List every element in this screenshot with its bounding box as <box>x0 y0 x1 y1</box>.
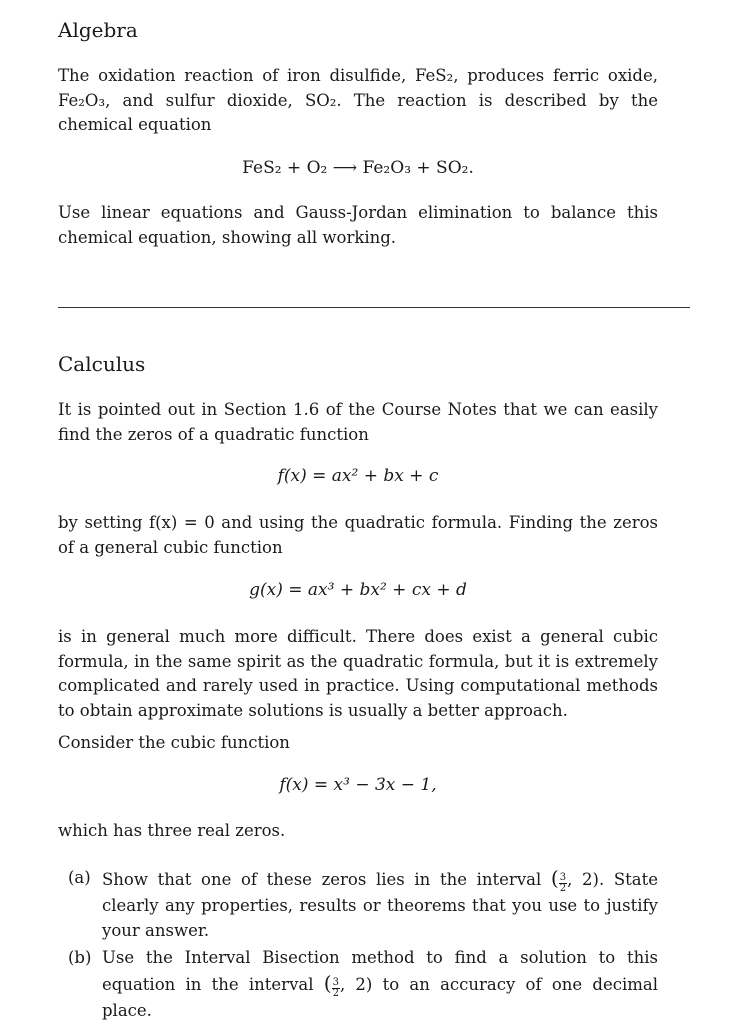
section-divider <box>58 307 690 308</box>
interval-open: ( <box>550 866 559 890</box>
interval-close: , 2) <box>339 974 373 994</box>
item-text-after: State clearly any properties, results or theorems that you use to justify your answer. <box>102 870 659 940</box>
algebra-intro-paragraph: The oxidation reaction of iron disulfide, FeS₂, produces ferric oxide, Fe₂O₃, and sulfur dioxide, SO₂. The reaction is described by the chemical equation <box>58 66 658 134</box>
algebra-task-paragraph: Use linear equations and Gauss-Jordan elimination to balance this chemical equation, showing all working. <box>58 203 658 247</box>
calculus-heading: Calculus <box>58 352 146 376</box>
item-text-before: Use the Interval Bisection method to find a solution to this equation in the interval <box>102 948 658 994</box>
fraction-numerator: 3 <box>332 976 339 988</box>
interval-fraction <box>332 978 340 999</box>
cubic-equation <box>58 580 658 600</box>
fraction-numerator: 3 <box>559 872 567 883</box>
consider-line: Consider the cubic function <box>58 733 290 752</box>
fraction-denominator: 2 <box>332 987 339 999</box>
question-item-b <box>68 946 658 1023</box>
item-label: (b) <box>68 948 92 967</box>
calculus-paragraph-2: by setting f(x) = 0 and using the quadratic formula. Finding the zeros of a general cubic function <box>58 513 658 557</box>
quadratic-equation <box>58 466 658 486</box>
cubic-equation-text: g(x) = ax³ + bx² + cx + d <box>249 580 467 600</box>
item-text-before: Show that one of these zeros lies in the interval <box>102 870 542 889</box>
fraction-denominator: 2 <box>559 883 567 894</box>
item-text <box>102 866 658 943</box>
calculus-paragraph-3: is in general much more difficult. There does exist a general cubic formula, in the same spirit as the quadratic formula, but it is extremely complicated and rarely used in practice. Using computational methods to obtain approximate solutions is usually a better approach. <box>58 627 658 720</box>
zeros-note: which has three real zeros. <box>58 821 286 840</box>
question-item-a <box>68 866 658 943</box>
item-text <box>102 946 658 1023</box>
interval-close: , 2). <box>567 870 605 889</box>
interval-fraction <box>559 873 567 894</box>
algebra-heading: Algebra <box>58 18 138 42</box>
calculus-intro-paragraph: It is pointed out in Section 1.6 of the Course Notes that we can easily find the zeros of a quadratic function <box>58 400 658 444</box>
item-text-after: to an accuracy of one decimal place. <box>102 974 658 1020</box>
specific-cubic-equation-text: f(x) = x³ − 3x − 1, <box>279 775 437 795</box>
quadratic-equation-text: f(x) = ax² + bx + c <box>277 466 439 486</box>
interval-open: ( <box>323 970 332 995</box>
item-label: (a) <box>68 868 91 887</box>
specific-cubic-equation <box>58 775 658 795</box>
chemical-equation: FeS₂ + O₂ ⟶ Fe₂O₃ + SO₂. <box>242 158 474 178</box>
